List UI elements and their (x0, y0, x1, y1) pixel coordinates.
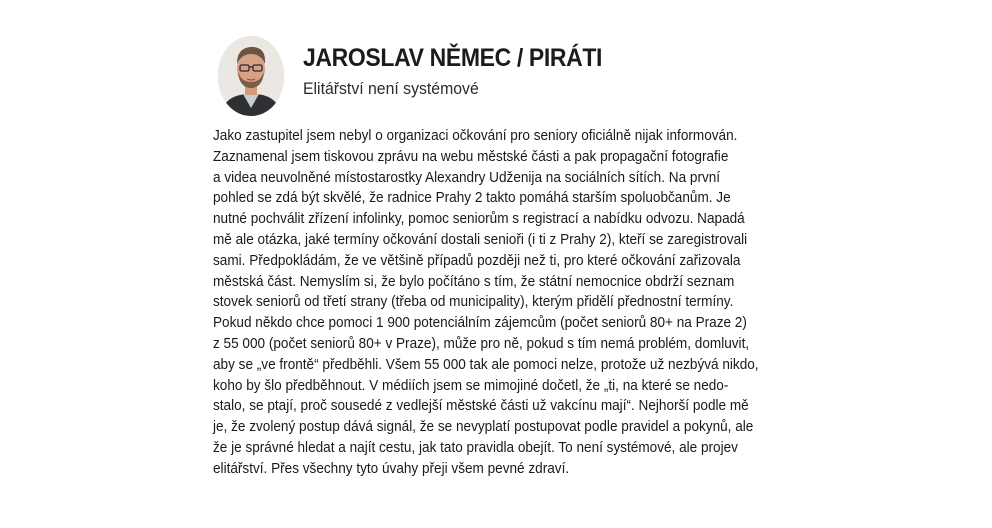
article-line: Zaznamenal jsem tiskovou zprávu na webu městské části a pak propagační fotografie (213, 147, 729, 165)
article-line: aby se „ve frontě“ předběhli. Všem 55 000 tak ale pomoci nelze, protože už nezbývá nikdo, (213, 355, 759, 373)
article-line: Pokud někdo chce pomoci 1 900 potenciálním zájemcům (počet seniorů 80+ na Praze 2) (213, 314, 747, 332)
article-line: z 55 000 (počet seniorů 80+ v Praze), může pro ně, pokud s tím nemá problém, domluvit, (213, 334, 750, 352)
article-line: je, že zvolený postup dává signál, že se nevyplatí postupovat podle pravidel a pokynů, ale (213, 418, 754, 436)
article-line: a videa neuvolněné místostarostky Alexandry Udženija na sociálních sítích. Na první (213, 168, 721, 186)
article-line: elitářství. Přes všechny tyto úvahy přeji všem pevné zdraví. (213, 459, 570, 477)
article-line: nutné pochválit zřízení infolinky, pomoc seniorům s registrací a nabídku odvozu. Napadá (213, 210, 745, 228)
author-photo (218, 36, 284, 116)
article-line: Jako zastupitel jsem nebyl o organizaci očkování pro seniory oficiálně nijak informován. (213, 127, 738, 144)
author-portrait-icon (218, 36, 284, 116)
article-line: koho by šlo předběhnout. V médiích jsem se mimojiné dočetl, že „ti, na které se nedo- (213, 376, 729, 394)
article-line: městská část. Nemyslím si, že bylo počítáno s tím, že státní nemocnice obdrží seznam (213, 272, 735, 290)
article-body (213, 126, 793, 480)
article-line: sami. Předpokládám, že ve většině případů později než ti, pro které očkování zařizovala (213, 251, 741, 269)
author-name: JAROSLAV NĚMEC / PIRÁTI (303, 44, 603, 72)
article-subtitle: Elitářství není systémové (303, 79, 479, 98)
article-line: stalo, se ptají, proč sousedé z vedlejší městské části už vakcínu mají“. Nejhorší podle mě (213, 397, 749, 415)
article-line: stovek seniorů od třetí strany (třeba od municipality), kterým přidělí přednostní termíny. (213, 293, 734, 311)
article-line: že je správné hledat a najít cestu, jak tato pravidla obejít. To není systémové, ale projev (213, 438, 738, 456)
article-line: mě ale otázka, jaké termíny očkování dostali senioři (i ti z Prahy 2), kteří se zaregistrovali (213, 230, 748, 248)
article-line: pohled se zdá být skvělé, že radnice Prahy 2 takto pomáhá starším spoluobčanům. Je (213, 189, 731, 207)
